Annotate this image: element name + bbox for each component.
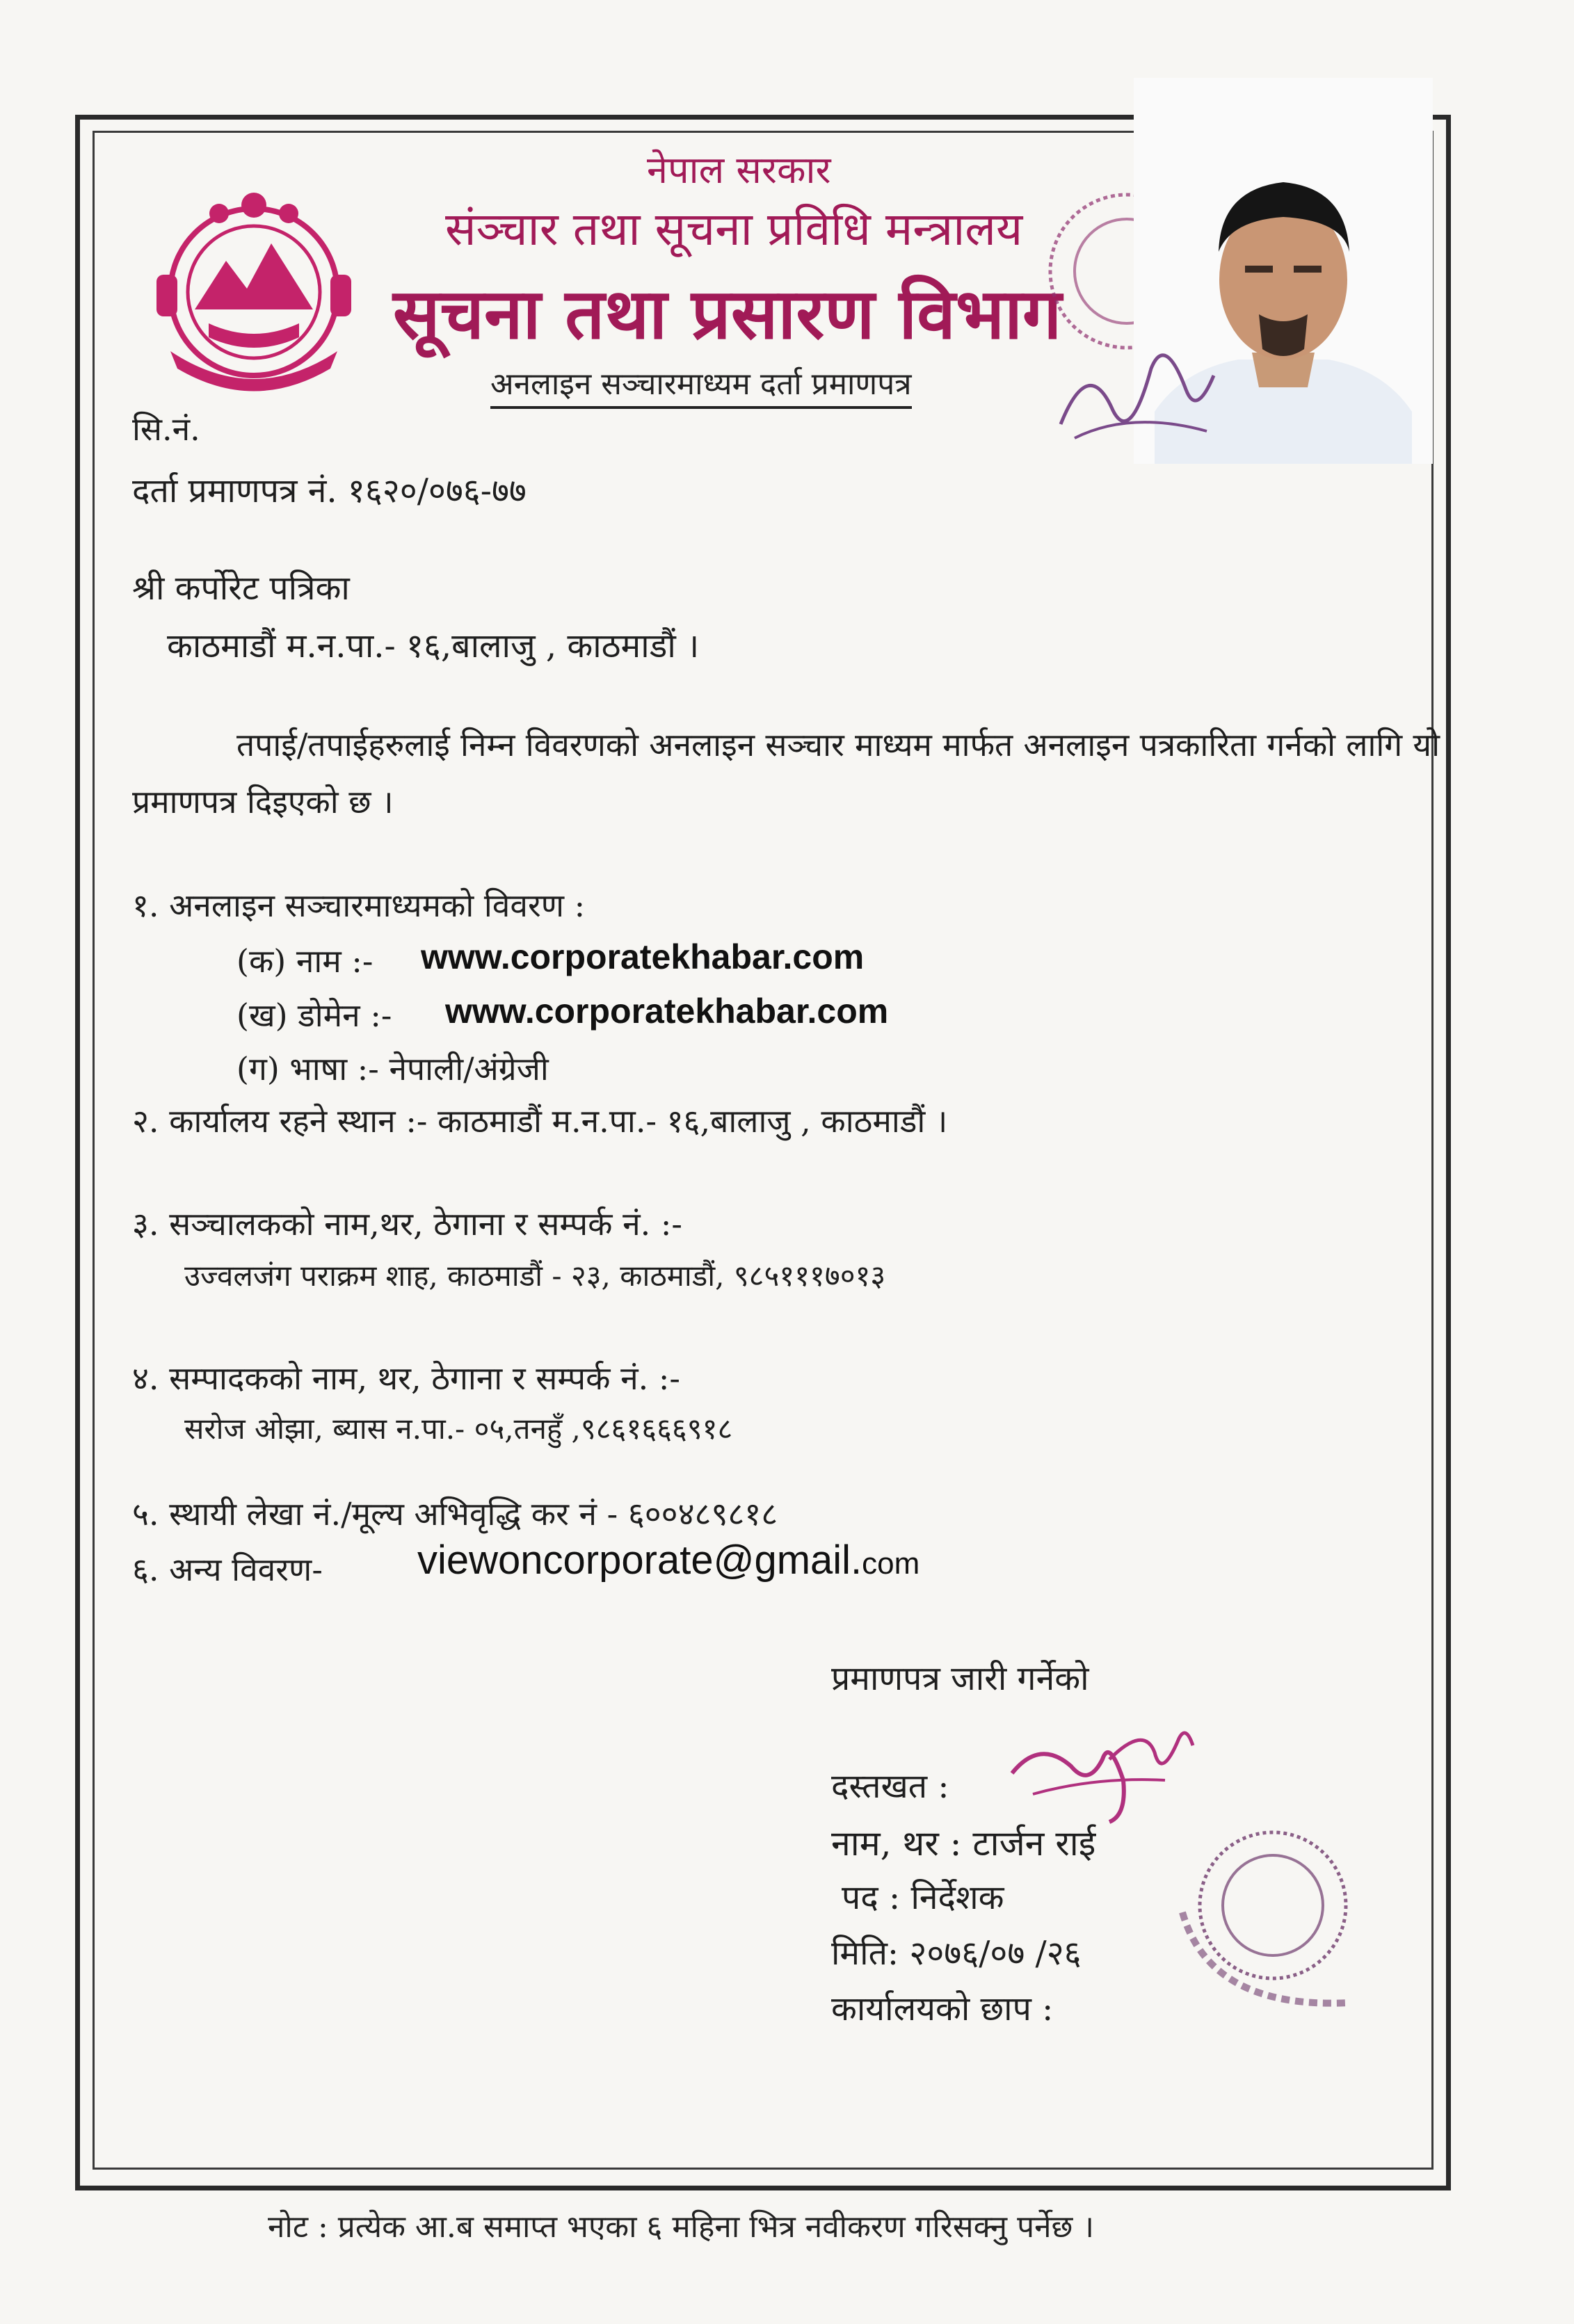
issuer-name: नाम, थर : टार्जन राई bbox=[831, 1823, 1096, 1864]
photo-signature-icon bbox=[1047, 327, 1221, 445]
office-stamp-icon bbox=[1141, 1808, 1377, 2037]
body-paragraph bbox=[132, 716, 1440, 830]
item6-label: ६. अन्य विवरण- bbox=[132, 1551, 323, 1588]
issuer-post: पद : निर्देशक bbox=[842, 1878, 1004, 1917]
registration-number: दर्ता प्रमाणपत्र नं. १६२०/०७६-७७ bbox=[132, 471, 527, 510]
addressee-address: काठमाडौं म.न.पा.- १६,बालाजु , काठमाडौं । bbox=[167, 627, 700, 665]
item6-email bbox=[417, 1537, 919, 1583]
item3-heading: ३. सञ्चालकको नाम,थर, ठेगाना र सम्पर्क नं. :- bbox=[132, 1205, 682, 1243]
addressee-name: श्री कर्पोरेट पत्रिका bbox=[132, 569, 350, 608]
item1-language: (ग) भाषा :- नेपाली/अंग्रेजी bbox=[236, 1050, 549, 1088]
item1-domain-label: (ख) डोमेन :- bbox=[236, 996, 392, 1034]
item1-name-label: (क) नाम :- bbox=[236, 942, 374, 980]
item3-value: उज्वलजंग पराक्रम शाह, काठमाडौं - २३, काठमाडौं, ९८५१११७०१३ bbox=[184, 1259, 886, 1293]
body-text: तपाई/तपाईहरुलाई निम्न विवरणको अनलाइन सञ्चार माध्यम मार्फत अनलाइन पत्रकारिता गर्नको लागि यो प्रमाणपत्र दिइएको छ । bbox=[132, 726, 1440, 821]
nepal-emblem-icon bbox=[143, 177, 365, 407]
item1-heading: १. अनलाइन सञ्चारमाध्यमको विवरण : bbox=[132, 887, 586, 924]
item1-name-value: www.corporatekhabar.com bbox=[421, 937, 865, 976]
certificate-type-title: अनलाइन सञ्चारमाध्यम दर्ता प्रमाणपत्र bbox=[490, 362, 912, 409]
issue-date: मिति: २०७६/०७ /२६ bbox=[831, 1934, 1082, 1973]
item1-domain-value: www.corporatekhabar.com bbox=[445, 992, 889, 1031]
item4-value: सरोज ओझा, ब्यास न.पा.- ०५,तनहुँ ,९८६१६६६९१८ bbox=[184, 1412, 733, 1446]
serial-label: सि.नं. bbox=[132, 410, 200, 448]
signature-label: दस्तखत : bbox=[831, 1767, 949, 1806]
item6-email-suffix: com bbox=[862, 1547, 920, 1581]
item4-heading: ४. सम्पादकको नाम, थर, ठेगाना र सम्पर्क नं. :- bbox=[132, 1359, 680, 1397]
department-title: सूचना तथा प्रसारण विभाग bbox=[393, 273, 1062, 355]
issuer-heading: प्रमाणपत्र जारी गर्नेको bbox=[831, 1659, 1089, 1698]
item2-office-location: २. कार्यालय रहने स्थान :- काठमाडौं म.न.पा.- १६,बालाजु , काठमाडौं । bbox=[132, 1102, 948, 1140]
item6-email-main: viewoncorporate@gmail. bbox=[417, 1538, 862, 1583]
stamp-label: कार्यालयको छाप : bbox=[831, 1990, 1054, 2028]
item5-pan-vat: ५. स्थायी लेखा नं./मूल्य अभिवृद्धि कर नं - ६००४८९८१८ bbox=[132, 1495, 778, 1533]
footer-note: नोट : प्रत्येक आ.ब समाप्त भएका ६ महिना भित्र नवीकरण गरिसक्नु पर्नेछ । bbox=[268, 2209, 1095, 2245]
government-title: नेपाल सरकार bbox=[647, 148, 831, 192]
ministry-title: संञ्चार तथा सूचना प्रविधि मन्त्रालय bbox=[445, 202, 1023, 256]
